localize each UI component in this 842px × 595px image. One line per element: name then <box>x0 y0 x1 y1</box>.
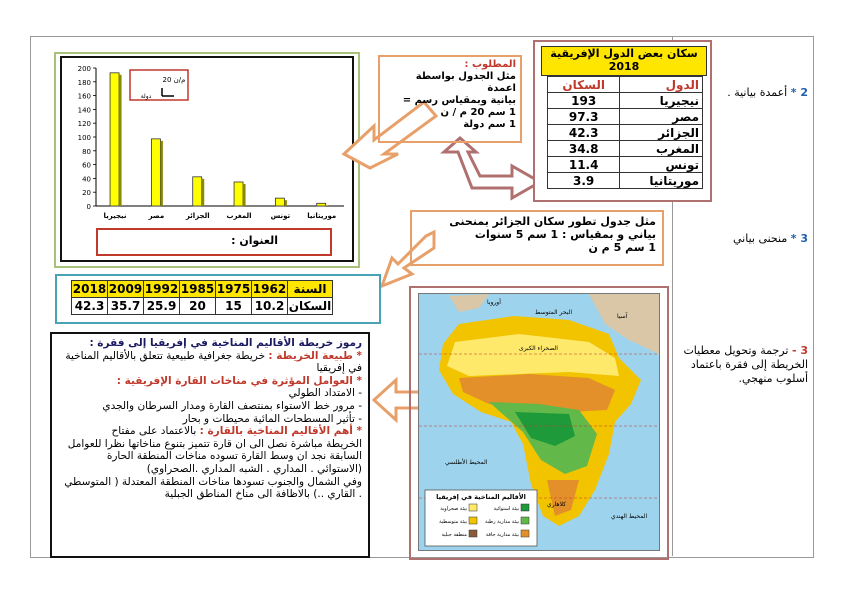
task-line: 1 سم دولة <box>463 119 516 130</box>
bar-shadow <box>119 75 122 206</box>
chart-scale-box <box>130 70 188 100</box>
y-tick-label: 60 <box>82 161 91 170</box>
pop-value-cell: 25.9 <box>144 298 180 315</box>
bar <box>317 203 326 206</box>
task-line: بيانية وبمقياس رسم = <box>402 95 516 106</box>
map-label-sahara: الصحراء الكبرى <box>519 345 558 352</box>
pop-value-cell: 15 <box>216 298 252 315</box>
bar <box>110 73 119 206</box>
pop-cell: 193 <box>548 93 620 109</box>
country-cell: تونس <box>620 157 703 173</box>
population-table-header <box>541 46 707 76</box>
side-item-number: 3 - <box>791 344 808 357</box>
y-tick-label: 80 <box>82 147 91 156</box>
side-item-text: منحنى بياني <box>732 232 788 245</box>
instruction-curve-box <box>410 210 664 266</box>
pop-cell: 42.3 <box>548 125 620 141</box>
pop-cell: 11.4 <box>548 157 620 173</box>
paragraph-title: رموز خريطة الأقاليم المناخية في إفريقيا إلى فقرة : <box>89 337 362 349</box>
legend-label: بيئة استوائية <box>493 506 519 512</box>
col-pop-header: السكان <box>548 77 620 93</box>
col-country-header: الدول <box>620 77 703 93</box>
y-tick-label: 100 <box>77 134 91 142</box>
pop-value-cell: 20 <box>180 298 216 315</box>
bar-shadow <box>202 179 205 206</box>
bar-shadow <box>284 200 287 206</box>
y-tick-label: 200 <box>77 65 91 73</box>
heading-map-nature: * طبيعة الخريطة : <box>268 349 362 362</box>
chart-scale-label: 20 م/ن <box>162 76 186 84</box>
legend-swatch <box>521 504 529 511</box>
legend-swatch <box>469 517 477 524</box>
year-cell: 1992 <box>144 282 179 296</box>
factor-item: - الامتداد الطولي <box>288 387 362 400</box>
country-cell: موريتانيا <box>620 173 703 189</box>
country-cell: المغرب <box>620 141 703 157</box>
y-tick-label: 20 <box>82 189 91 198</box>
map-label-atlantic: المحيط الأطلسي <box>445 459 488 466</box>
legend-swatch <box>469 504 477 511</box>
y-tick-label: 120 <box>77 120 91 129</box>
map-label-europe: أوروبا <box>487 299 501 306</box>
year-label: السنة <box>288 281 333 298</box>
population-table <box>547 76 703 189</box>
year-cell: 2009 <box>108 282 143 296</box>
population-table-year: 2018 <box>608 60 640 73</box>
legend-swatch <box>521 530 529 537</box>
bar-shadow <box>243 184 246 206</box>
side-item-map-paragraph <box>680 344 808 386</box>
map-label-med: البحر المتوسط <box>535 309 572 316</box>
bar-shadow <box>160 141 163 206</box>
bar-chart <box>62 58 350 226</box>
pop-value-cell: 10.2 <box>252 298 288 315</box>
x-tick-label: نيجيريا <box>103 212 127 220</box>
side-item-text: ترجمة وتحويل معطيات الخريطة إلى فقرة باعتماد أسلوب منهجي. <box>683 344 808 385</box>
x-tick-label: المغرب <box>226 212 252 220</box>
chart-scale-x-label: دولة <box>140 93 152 100</box>
y-tick-label: 160 <box>77 92 91 101</box>
regions-text: الخريطة مباشرة نصل الى ان قارة تتميز بتنوع مناخاتها نظرا للعوامل السابقة نجد ان وسط القارة تسوده مناخات المنطقة الحارة <box>67 437 362 463</box>
map-legend-title: الأقاليم المناخية في إفريقيا <box>436 493 526 501</box>
year-cell: 1985 <box>180 282 215 296</box>
algeria-population-table-box <box>55 274 381 324</box>
x-tick-label: موريتانيا <box>307 212 337 220</box>
factor-item: - تأثير المسطحات المائية محيطات و بحار <box>182 412 362 425</box>
algeria-population-table <box>71 280 333 315</box>
side-item-text: أعمدة بيانية . <box>727 86 788 99</box>
heading-regions: * أهم الأقاليم المناخية بالقارة : <box>199 425 362 438</box>
regions-list: (الاستوائي . المداري . الشبه المداري .الصحراوي) <box>146 462 362 475</box>
bar <box>275 198 284 206</box>
pop-value-cell: 35.7 <box>108 298 144 315</box>
legend-label: بيئة مدارية رطبة <box>484 519 519 525</box>
y-tick-label: 180 <box>77 78 91 87</box>
bar-shadow <box>326 205 329 206</box>
task-line: مثل الجدول بواسطة اعمدة <box>415 71 516 94</box>
chart-title-box <box>96 228 332 256</box>
map-nature-text: خريطة جغرافية طبيعية تتعلق بالأقاليم المناخية في إفريقيا <box>65 349 362 375</box>
map-label-asia: آسيا <box>617 313 628 320</box>
country-cell: مصر <box>620 109 703 125</box>
instruction-line: بياني و بمقياس : 1 سم 5 سنوات <box>474 228 656 241</box>
population-table-title: سكان بعض الدول الإفريقية <box>550 47 698 60</box>
pop-cell: 3.9 <box>548 173 620 189</box>
map-label-indian: المحيط الهندي <box>611 513 648 520</box>
factor-item: - مرور خط الاستواء بمنتصف القارة ومدار السرطان والجدي <box>102 399 362 412</box>
year-cell: 1975 <box>216 282 251 296</box>
double-arrow <box>440 136 548 202</box>
bar <box>234 182 243 206</box>
bar <box>151 139 160 206</box>
year-cell: 1962 <box>252 282 287 296</box>
task-line: 1 سم 20 م / ن <box>440 107 516 118</box>
task-heading: المطلوب : <box>464 59 516 70</box>
year-cell: 2018 <box>72 282 107 296</box>
pop-cell: 97.3 <box>548 109 620 125</box>
side-item-number: 2 * <box>790 86 808 99</box>
climate-paragraph-box <box>50 332 370 558</box>
legend-label: منطقة جبلية <box>441 532 467 538</box>
legend-swatch <box>469 530 477 537</box>
country-cell: نيجيريا <box>620 93 703 109</box>
africa-map-svg <box>419 294 659 550</box>
pop-value-cell: 42.3 <box>72 298 108 315</box>
map-label-kalahari: كلاهاري <box>547 501 567 508</box>
chart-title-label: العنوان : <box>231 234 278 247</box>
regions-text-lead: بالاعتماد على مفتاح <box>111 425 197 438</box>
task-box <box>378 55 522 143</box>
africa-climate-map <box>418 293 660 551</box>
regions-temperate: وفي الشمال والجنوب تسودها مناخات المنطقة المعتدلة ( المتوسطي . القاري ..) بالاظافة الى مناخ المناطق الجبلية <box>64 475 362 501</box>
x-tick-label: مصر <box>148 212 165 220</box>
y-tick-label: 0 <box>86 203 91 211</box>
heading-factors: * العوامل المؤثرة في مناخات القارة الإفريقية : <box>116 374 362 387</box>
pop-label: السكان <box>288 299 332 313</box>
x-tick-label: الجزائر <box>185 212 210 220</box>
legend-label: بيئة مدارية جافة <box>485 532 519 538</box>
side-item-curve <box>680 232 808 246</box>
population-table-box <box>533 40 712 202</box>
pop-cell: 34.8 <box>548 141 620 157</box>
bar <box>193 177 202 206</box>
legend-swatch <box>521 517 529 524</box>
x-tick-label: تونس <box>270 212 291 220</box>
legend-label: بيئة صحراوية <box>440 506 467 512</box>
y-tick-label: 40 <box>82 175 91 184</box>
country-cell: الجزائر <box>620 125 703 141</box>
side-item-number: 3 * <box>790 232 808 245</box>
instruction-line: مثل جدول تطور سكان الجزائر بمنحنى <box>449 215 656 228</box>
europe-land <box>449 294 489 312</box>
y-tick-label: 140 <box>77 106 91 115</box>
instruction-line: 1 سم 5 م ن <box>588 241 656 254</box>
legend-label: بيئة متوسطية <box>439 519 467 525</box>
